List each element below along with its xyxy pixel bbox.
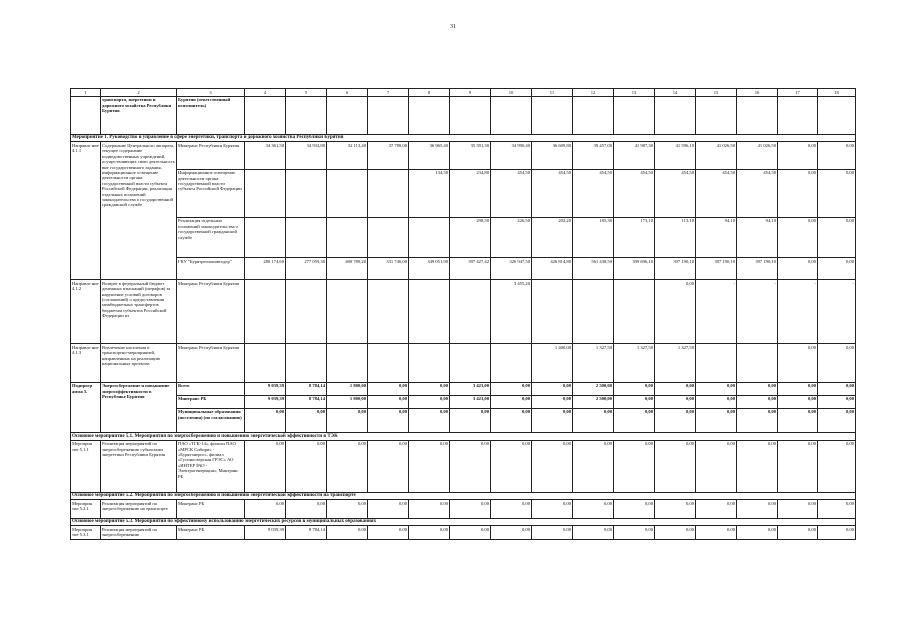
value-cell: 1 327,50 — [573, 344, 614, 382]
value-cell: 0,00 — [614, 382, 655, 395]
value-cell: 36 609,80 — [532, 142, 573, 169]
column-number: 5 — [286, 89, 327, 97]
row-executor: Реализация отдельных положений законодательства о государственной гражданской службе — [177, 217, 245, 257]
value-cell: 2 500,00 — [573, 382, 614, 395]
value-cell: 0,00 — [737, 500, 778, 518]
value-cell: 0,00 — [573, 500, 614, 518]
value-cell: 0,00 — [818, 408, 856, 432]
value-cell: 0,00 — [327, 500, 368, 518]
value-cell: 0,00 — [327, 440, 368, 492]
column-number: 6 — [327, 89, 368, 97]
value-cell: 280 174,60 — [245, 257, 286, 279]
value-cell: 0,00 — [450, 500, 491, 518]
table-cell — [71, 96, 101, 134]
row-code: Направле ние 4.1.2 — [71, 280, 101, 344]
value-cell: 0,00 — [532, 440, 573, 492]
row-description: Реализация мероприятий по энергосбережению — [101, 526, 177, 540]
value-cell: 399 696,10 — [614, 257, 655, 279]
value-cell: 0,00 — [737, 395, 778, 408]
value-cell: 0,00 — [778, 526, 818, 540]
table-cell — [286, 96, 327, 134]
value-cell: 39 457,00 — [573, 142, 614, 169]
value-cell: 0,00 — [655, 395, 696, 408]
value-cell: 0,00 — [409, 395, 450, 408]
table-cell — [614, 96, 655, 134]
value-cell: 0,00 — [778, 395, 818, 408]
value-cell — [286, 169, 327, 217]
value-cell: 0,00 — [532, 526, 573, 540]
value-cell: 0,00 — [778, 408, 818, 432]
value-cell: 0,00 — [491, 526, 532, 540]
row-code: Направле ние 4.1.1 — [71, 142, 101, 280]
value-cell: 0,00 — [614, 526, 655, 540]
value-cell: 0,00 — [532, 395, 573, 408]
value-cell: 0,00 — [286, 440, 327, 492]
value-cell: 331 746,00 — [368, 257, 409, 279]
value-cell: 0,00 — [286, 500, 327, 518]
value-cell: 0,00 — [327, 408, 368, 432]
value-cell: 37 788,00 — [368, 142, 409, 169]
value-cell: 94,10 — [737, 217, 778, 257]
value-cell — [286, 217, 327, 257]
value-cell: 277 059,30 — [286, 257, 327, 279]
row-description: Содержание Центрального аппарата, текущее содержание подведомственных учреждений, осуществляющих свою деятельность вне государственного задания, информационное освещение деятельности органа государственной власти субъекта Российской Федерации, реализация отдельных положений законодательства о государственной гражданской службе — [101, 142, 177, 280]
table-cell — [818, 96, 856, 134]
value-cell: 0,00 — [818, 500, 856, 518]
value-cell — [245, 217, 286, 257]
value-cell — [245, 169, 286, 217]
value-cell: 0,00 — [818, 440, 856, 492]
value-cell: 454,50 — [696, 169, 737, 217]
page-number: 31 — [450, 24, 456, 30]
value-cell: 0,00 — [696, 526, 737, 540]
value-cell — [327, 217, 368, 257]
value-cell: 0,00 — [778, 169, 818, 217]
value-cell: 561 438,50 — [573, 257, 614, 279]
value-cell — [450, 280, 491, 344]
table-row — [71, 169, 856, 217]
value-cell: 3 423,00 — [450, 382, 491, 395]
table-row — [71, 257, 856, 279]
value-cell: 41 026,50 — [696, 142, 737, 169]
value-cell — [368, 280, 409, 344]
column-number: 12 — [573, 89, 614, 97]
value-cell: 173,10 — [614, 217, 655, 257]
value-cell: 113,10 — [655, 217, 696, 257]
value-cell: 0,00 — [368, 526, 409, 540]
value-cell: - — [778, 280, 818, 344]
column-number: 1 — [71, 89, 101, 97]
row-description: Реализация мероприятий по энергосбережению субъектами энергетики Республики Бурятия — [101, 440, 177, 492]
value-cell: 0,00 — [286, 408, 327, 432]
value-cell: 397 190,10 — [696, 257, 737, 279]
value-cell: 0,00 — [818, 142, 856, 169]
value-cell — [491, 344, 532, 382]
value-cell — [573, 280, 614, 344]
value-cell: 0,00 — [655, 500, 696, 518]
table-cell — [450, 96, 491, 134]
section-row — [71, 518, 856, 526]
value-cell: 454,50 — [491, 169, 532, 217]
value-cell: 0,00 — [614, 395, 655, 408]
value-cell: 0,00 — [778, 344, 818, 382]
value-cell: 94,10 — [696, 217, 737, 257]
table-cell — [491, 96, 532, 134]
continuation-row — [71, 96, 856, 134]
value-cell: - — [818, 280, 856, 344]
table-row — [71, 440, 856, 492]
column-number: 18 — [818, 89, 856, 97]
column-number: 3 — [177, 89, 245, 97]
column-number: 4 — [245, 89, 286, 97]
value-cell: 0,00 — [818, 382, 856, 395]
column-number: 15 — [696, 89, 737, 97]
subprogram-title: Энергосбережение и повышение энергоэффективности в Республике Бурятия — [101, 382, 177, 433]
value-cell: 1 327,50 — [655, 344, 696, 382]
subprogram-code: Подпрогр амма 5. — [71, 382, 101, 433]
row-executor: Минтранс Республики Бурятия — [177, 344, 245, 382]
value-cell: 397 427,42 — [450, 257, 491, 279]
value-cell: 0,00 — [368, 500, 409, 518]
value-cell: 34 934,80 — [286, 142, 327, 169]
value-cell: 0,00 — [573, 526, 614, 540]
section-title: Основное мероприятие 5.3. Мероприятия по эффективному использованию энергетических ресурсов в муниципальных образованиях — [71, 518, 856, 526]
table-row — [71, 344, 856, 382]
column-number: 16 — [737, 89, 778, 97]
value-cell: 0,00 — [573, 440, 614, 492]
value-cell: 0,00 — [327, 526, 368, 540]
table-cell — [532, 96, 573, 134]
row-executor: ПАО «ТГК-14», филиал ПАО «МРСК Сибири» - «Бурятэнерго», филиал «Гусиноозерская ГРЭС» АО «ИНТЕР РАО - Электрогенерация», Минтранс РБ — [177, 440, 245, 492]
value-cell: 34 990,40 — [491, 142, 532, 169]
value-cell: 0,00 — [818, 169, 856, 217]
value-cell: 0,00 — [368, 395, 409, 408]
value-cell: 0,00 — [491, 382, 532, 395]
table-cell — [409, 96, 450, 134]
value-cell: 298,50 — [450, 217, 491, 257]
value-cell: 0,00 — [491, 500, 532, 518]
row-executor: Минтранс РБ — [177, 395, 245, 408]
value-cell: 0,00 — [737, 382, 778, 395]
value-cell: 41 987,30 — [614, 142, 655, 169]
column-number: 10 — [491, 89, 532, 97]
row-executor: Минтранс РБ — [177, 500, 245, 518]
value-cell: 0,00 — [818, 217, 856, 257]
value-cell: 202,20 — [532, 217, 573, 257]
row-description: Реализация мероприятий по энергосбережению на транспорте — [101, 500, 177, 518]
value-cell: 3 423,00 — [450, 395, 491, 408]
section-title: Мероприятие 1. Руководство и управление в сфере энергетики, транспорта и дорожного хозяйства Республики Бурятия — [71, 134, 856, 142]
section-title: Основное мероприятие 5.2. Мероприятия по энергосбережению и повышению энергетической эффективности на транспорте — [71, 492, 856, 500]
subprogram-row — [71, 408, 856, 432]
value-cell — [368, 169, 409, 217]
value-cell: 36 965,40 — [409, 142, 450, 169]
value-cell: 0,00 — [368, 382, 409, 395]
value-cell: 0,00 — [491, 440, 532, 492]
value-cell: 0,00 — [696, 382, 737, 395]
value-cell: 0,00 — [778, 217, 818, 257]
value-cell: 0,00 — [450, 526, 491, 540]
value-cell — [327, 169, 368, 217]
row-executor: Минтранс Республики Бурятия — [177, 280, 245, 344]
row-description: Возврат в федеральный бюджет денежных взысканий (штрафов) за нарушение условий договоров (соглашений) о предоставлении межбюджетных трансфертов бюджетам субъектов Российской Федерации из — [101, 280, 177, 344]
value-cell: 0,00 — [778, 382, 818, 395]
value-cell: 0,00 — [818, 395, 856, 408]
column-number-row — [71, 89, 856, 97]
value-cell: 41 596,10 — [655, 142, 696, 169]
value-cell: 0,00 — [737, 408, 778, 432]
column-number: 2 — [101, 89, 177, 97]
value-cell: 0,00 — [491, 395, 532, 408]
value-cell: 0,00 — [655, 440, 696, 492]
value-cell: 0,00 — [818, 344, 856, 382]
value-cell: 0,00 — [655, 408, 696, 432]
value-cell: 454,50 — [614, 169, 655, 217]
value-cell: 0,00 — [368, 440, 409, 492]
row-description: Вовлечение населения в транспортно-мероприятий, направленных на реализацию национальных проектов — [101, 344, 177, 382]
table-row — [71, 217, 856, 257]
value-cell: 1 327,50 — [614, 344, 655, 382]
continuation-executor: Бурятии (ответственный исполнитель) — [177, 96, 245, 134]
value-cell: 0,00 — [737, 440, 778, 492]
value-cell: 1 400,00 — [532, 344, 573, 382]
row-executor: Информационное освещение деятельности органа государственной власти субъекта Российской Федерации — [177, 169, 245, 217]
value-cell: 34 361,50 — [245, 142, 286, 169]
value-cell: 0,00 — [655, 280, 696, 344]
value-cell: 0,00 — [696, 500, 737, 518]
value-cell — [409, 344, 450, 382]
value-cell: 1 800,00 — [327, 395, 368, 408]
value-cell: 134,50 — [409, 169, 450, 217]
table-cell — [778, 96, 818, 134]
table-cell — [573, 96, 614, 134]
value-cell: 9 039,39 — [245, 526, 286, 540]
row-executor: Всего — [177, 382, 245, 395]
value-cell: 0,00 — [818, 257, 856, 279]
value-cell: 32 113,40 — [327, 142, 368, 169]
value-cell — [409, 280, 450, 344]
value-cell: 1 800,00 — [327, 382, 368, 395]
section-row — [71, 134, 856, 142]
value-cell: 0,00 — [245, 500, 286, 518]
value-cell: 0,00 — [778, 500, 818, 518]
value-cell: 326 947,50 — [491, 257, 532, 279]
value-cell: 0,00 — [409, 440, 450, 492]
value-cell: 8 784,14 — [286, 526, 327, 540]
value-cell: - — [696, 280, 737, 344]
value-cell: 0,00 — [409, 408, 450, 432]
value-cell: 0,00 — [778, 142, 818, 169]
value-cell: 0,00 — [737, 526, 778, 540]
value-cell: 3 455,20 — [491, 280, 532, 344]
value-cell: 397 190,10 — [655, 257, 696, 279]
value-cell: 41 026,50 — [737, 142, 778, 169]
value-cell — [327, 280, 368, 344]
value-cell: 0,00 — [696, 408, 737, 432]
value-cell — [368, 344, 409, 382]
value-cell: 0,00 — [818, 526, 856, 540]
value-cell: 0,00 — [655, 526, 696, 540]
value-cell — [409, 217, 450, 257]
row-code: Мероприя тие 5.3.1 — [71, 526, 101, 540]
row-executor: Муниципальные образования (поселения) (по согласованию) — [177, 408, 245, 432]
value-cell: 8 784,14 — [286, 382, 327, 395]
value-cell: 0,00 — [614, 408, 655, 432]
value-cell — [450, 344, 491, 382]
value-cell: 0,00 — [532, 500, 573, 518]
value-cell — [696, 344, 737, 382]
value-cell — [245, 344, 286, 382]
value-cell: 9 039,39 — [245, 382, 286, 395]
value-cell: 0,00 — [368, 408, 409, 432]
section-row — [71, 433, 856, 441]
column-number: 9 — [450, 89, 491, 97]
row-executor: ГКУ "Бурятрегионавтодор" — [177, 257, 245, 279]
value-cell — [614, 280, 655, 344]
column-number: 8 — [409, 89, 450, 97]
value-cell: 0,00 — [614, 440, 655, 492]
value-cell: 349 051,90 — [409, 257, 450, 279]
value-cell: 0,00 — [778, 257, 818, 279]
value-cell: 0,00 — [491, 408, 532, 432]
value-cell: 0,00 — [532, 408, 573, 432]
table-cell — [368, 96, 409, 134]
value-cell: 8 784,14 — [286, 395, 327, 408]
value-cell: 0,00 — [532, 382, 573, 395]
value-cell: 0,00 — [245, 408, 286, 432]
value-cell: - — [737, 280, 778, 344]
section-row — [71, 492, 856, 500]
table-cell — [245, 96, 286, 134]
row-code: Направле ние 4.1.3 — [71, 344, 101, 382]
value-cell: 0,00 — [696, 395, 737, 408]
table-cell — [327, 96, 368, 134]
value-cell: 0,00 — [409, 526, 450, 540]
value-cell — [327, 344, 368, 382]
value-cell: 185,30 — [573, 217, 614, 257]
budget-table-sheet — [70, 88, 855, 540]
column-number: 13 — [614, 89, 655, 97]
value-cell: 400 789,20 — [327, 257, 368, 279]
value-cell: 9 039,39 — [245, 395, 286, 408]
value-cell — [286, 344, 327, 382]
column-number: 7 — [368, 89, 409, 97]
value-cell: 0,00 — [450, 408, 491, 432]
row-code: Мероприя тие 5.1.1 — [71, 440, 101, 492]
value-cell: 2 500,00 — [573, 395, 614, 408]
section-title: Основное мероприятие 5.1. Мероприятия по энергосбережению и повышению энергетической эффективности в ТЭК — [71, 433, 856, 441]
value-cell — [532, 280, 573, 344]
row-executor: Минтранс РБ — [177, 526, 245, 540]
value-cell: 0,00 — [450, 440, 491, 492]
column-number: 17 — [778, 89, 818, 97]
value-cell: 454,50 — [573, 169, 614, 217]
value-cell: 226,50 — [491, 217, 532, 257]
table-row — [71, 500, 856, 518]
value-cell: 0,00 — [409, 382, 450, 395]
table-cell — [696, 96, 737, 134]
value-cell: 234,80 — [450, 169, 491, 217]
column-number: 14 — [655, 89, 696, 97]
value-cell: 35 391,30 — [450, 142, 491, 169]
row-code: Мероприя тие 5.2.1 — [71, 500, 101, 518]
table-cell — [737, 96, 778, 134]
row-executor: Минтранс Республики Бурятия — [177, 142, 245, 169]
value-cell: 0,00 — [409, 500, 450, 518]
table-row — [71, 142, 856, 169]
value-cell: 426 814,80 — [532, 257, 573, 279]
value-cell: 0,00 — [573, 408, 614, 432]
continuation-program: транспорта, энергетики и дорожного хозяйства Республики Бурятия — [101, 96, 177, 134]
value-cell: 397 190,10 — [737, 257, 778, 279]
value-cell: 0,00 — [778, 440, 818, 492]
value-cell: 0,00 — [655, 382, 696, 395]
value-cell: 454,50 — [737, 169, 778, 217]
column-number: 11 — [532, 89, 573, 97]
table-cell — [655, 96, 696, 134]
value-cell — [737, 344, 778, 382]
value-cell: 0,00 — [614, 500, 655, 518]
table-row — [71, 526, 856, 540]
value-cell: 0,00 — [245, 440, 286, 492]
budget-table — [70, 88, 856, 540]
value-cell: 0,00 — [696, 440, 737, 492]
value-cell — [286, 280, 327, 344]
subprogram-row — [71, 382, 856, 395]
value-cell: 454,50 — [532, 169, 573, 217]
table-row — [71, 280, 856, 344]
value-cell: 454,50 — [655, 169, 696, 217]
subprogram-row — [71, 395, 856, 408]
value-cell — [368, 217, 409, 257]
value-cell — [245, 280, 286, 344]
